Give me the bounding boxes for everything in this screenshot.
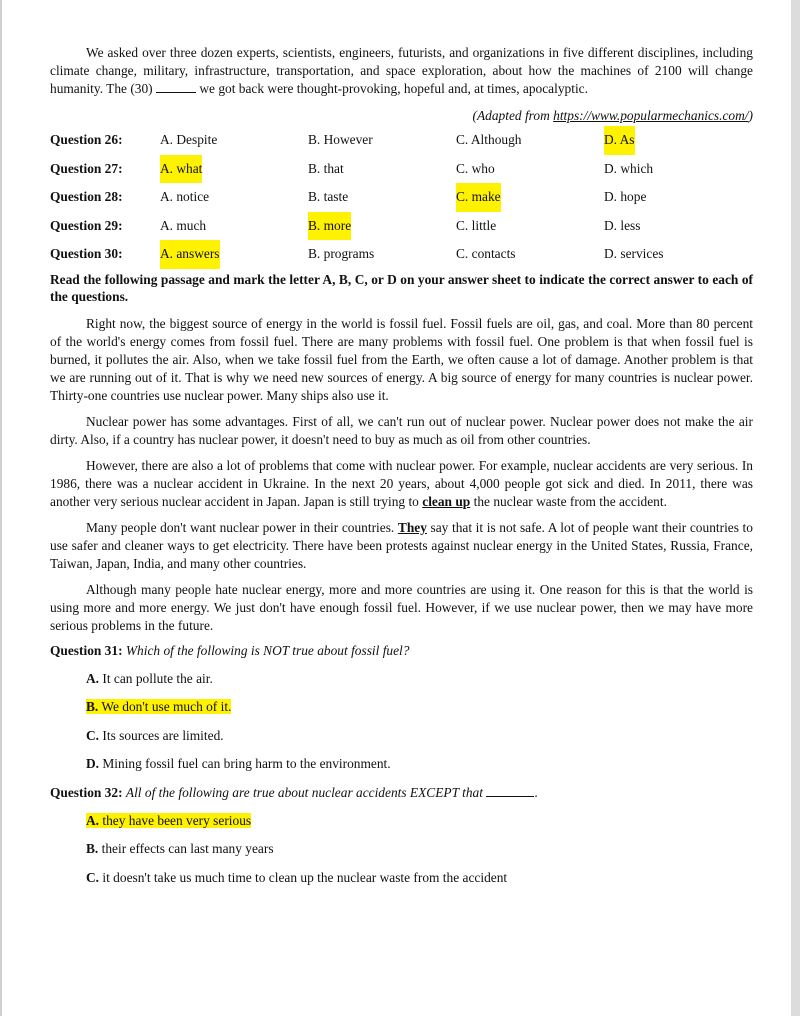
question-label: Question 26: [50,132,123,147]
option-letter: A. [86,670,100,686]
question-row [50,183,753,212]
question-row [50,212,753,241]
passage-text: the nuclear waste from the accident. [473,493,667,509]
source-link[interactable]: https://www.popularmechanics.com/ [553,108,749,123]
answer-blank [486,784,534,797]
source-prefix: (Adapted from [472,108,554,123]
option-d: D. which [604,160,654,176]
question-stem: All of the following are true about nuclear accidents EXCEPT that [125,784,483,800]
source-citation [50,106,753,126]
question-31-stem [50,637,753,665]
source-suffix: ) [748,108,753,123]
question-label: Question 32: [50,784,123,800]
passage-text: say that it is not safe. A lot of people want their countries to use safer and cleaner ways to get electricity. There have been protests against nuclear energy in the United States, Russia, France, Taiwan, Japan, India, and many other countries. [50,519,753,571]
option-b: B. However [308,132,373,147]
option-a: A. notice [160,189,210,204]
question-32-stem [50,779,753,807]
underlined-term: They [397,519,427,535]
question-stem: Which of the following is NOT true about fossil fuel? [125,642,410,658]
q32-option-a [50,807,753,836]
left-page-edge [0,0,2,1016]
question-label: Question 29: [50,217,123,233]
option-b: B. that [308,160,344,176]
option-text: It can pollute the air. [102,670,213,686]
question-label: Question 30: [50,246,123,261]
question-row [50,155,753,184]
question-label: Question 27: [50,160,123,176]
option-d: D. hope [604,189,647,204]
option-d: D. less [604,217,641,233]
option-b: B. programs [308,246,375,261]
option-b-highlighted: B. more [308,212,351,241]
q32-option-b [50,835,753,864]
question-row [50,126,753,155]
option-a-highlighted: A. answers [160,240,220,269]
option-d: D. services [604,246,664,261]
stem-period: . [534,784,538,800]
underlined-term: clean up [422,493,471,509]
option-b: B. taste [308,189,349,204]
intro-paragraph [50,44,753,98]
q32-option-c [50,864,753,893]
option-c: C. Although [456,132,522,147]
option-text-highlighted: We don't use much of it. [101,699,232,714]
option-letter: B. [86,699,99,714]
option-c: C. little [456,217,497,233]
option-letter: A. [86,812,100,828]
option-c: C. contacts [456,246,516,261]
intro-text-end: we got back were thought-provoking, hopeful and, at times, apocalyptic. [199,81,588,96]
option-a-highlighted: A. what [160,155,202,184]
question-label: Question 28: [50,189,123,204]
q31-option-b [50,693,753,722]
passage-text: However, there are also a lot of problems that come with nuclear power. For example, nuclear accidents are very serious. In 1986, there was a nuclear accident in Ukraine. In the next 20 years, about 4,000 people got sick and died. In 2011, there was another very serious nuclear accident in Japan. Japan is still trying to [50,457,753,509]
option-text: their effects can last many years [101,841,274,856]
passage-paragraph-1: Right now, the biggest source of energy in the world is fossil fuel. Fossil fuels are oil, gas, and coal. More than 80 percent of the world's energy comes from fossil fuel. There are many problems with fossil fuel. One problem is that when fossil fuel is burned, it pollutes the air. Also, when we take fossil fuel from the Earth, we often cause a lot of damage. Another problem is that we are running out of it. That is why we need new sources of energy. A big source of energy for many countries is nuclear power. Thirty-one countries use nuclear power. Many ships also use it. [50,315,753,403]
question-row [50,240,753,269]
option-letter: B. [86,841,99,856]
q31-option-a [50,665,753,694]
passage-paragraph-4 [50,519,753,573]
option-text: it doesn't take us much time to clean up the nuclear waste from the accident [102,869,508,885]
option-a: A. Despite [160,132,218,147]
option-text-highlighted: they have been very serious [102,812,252,828]
q31-option-d [50,750,753,779]
cloze-question-list [50,126,753,269]
reading-instruction: Read the following passage and mark the letter A, B, C, or D on your answer sheet to indicate the correct answer to each of the questions. [50,271,753,304]
option-letter: D. [86,756,100,771]
option-letter: C. [86,869,100,885]
passage-paragraph-3 [50,457,753,511]
option-letter: C. [86,727,100,743]
question-label: Question 31: [50,642,123,658]
option-c: C. who [456,160,495,176]
option-a: A. much [160,217,207,233]
passage-paragraph-2: Nuclear power has some advantages. First of all, we can't run out of nuclear power. Nuclear power does not make the air dirty. Also, if a country has nuclear power, it doesn't need to buy as much as oil from other countries. [50,413,753,447]
document-page [50,44,753,892]
right-scrollbar[interactable] [791,0,800,1016]
passage-paragraph-5: Although many people hate nuclear energy, more and more countries are using it. One reason for this is that the world is using more and more energy. We just don't have enough fossil fuel. However, if we use nuclear power, then we may have more serious problems in the future. [50,581,753,633]
q31-option-c [50,722,753,751]
intro-text: We asked over three dozen experts, scientists, engineers, futurists, and organizations in five different disciplines, including climate change, military, infrastructure, transportation, and space exploration, about how the machines of 2100 will change humanity. The (30) [50,45,753,96]
option-text: Its sources are limited. [102,727,224,743]
option-text: Mining fossil fuel can bring harm to the environment. [102,756,391,771]
passage-text: Many people don't want nuclear power in their countries. [86,519,395,535]
option-d-highlighted: D. As [604,126,635,155]
answer-blank [156,80,196,93]
option-c-highlighted: C. make [456,183,501,212]
